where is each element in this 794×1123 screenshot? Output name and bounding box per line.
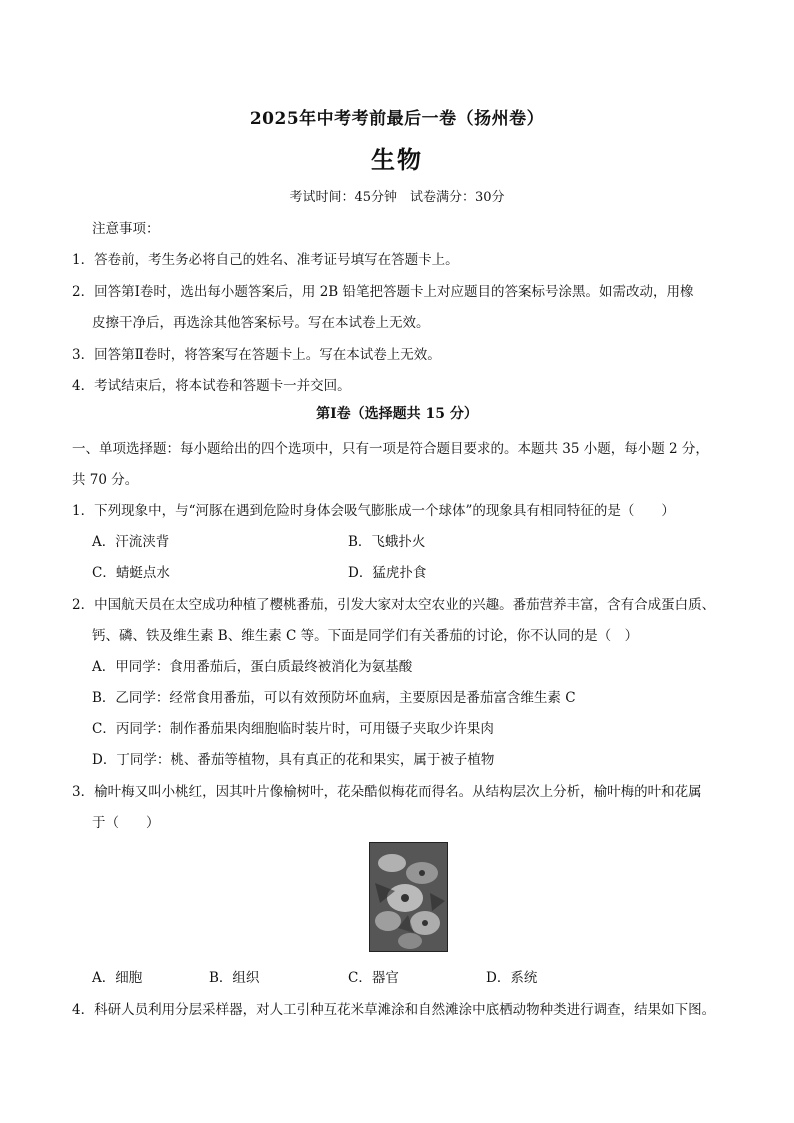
note-item: 4．考试结束后，将本试卷和答题卡一并交回。 — [72, 378, 351, 394]
question-1-option-b: B．飞蛾扑火 — [348, 534, 426, 550]
question-2-option-b: B．乙同学：经常食用番茄，可以有效预防坏血病，主要原因是番茄富含维生素 C — [92, 690, 576, 706]
question-1-stem: 1．下列现象中，与“河豚在遇到危险时身体会吸气膨胀成一个球体”的现象具有相同特征的是（ ） — [72, 503, 675, 519]
note-item: 皮擦干净后，再选涂其他答案标号。写在本试卷上无效。 — [92, 315, 430, 331]
note-item: 1．答卷前，考生务必将自己的姓名、准考证号填写在答题卡上。 — [72, 252, 459, 268]
note-item: 3．回答第Ⅱ卷时，将答案写在答题卡上。写在本试卷上无效。 — [72, 347, 441, 363]
section-instruction: 共 70 分。 — [72, 472, 139, 488]
question-3-stem: 于（ ） — [92, 815, 160, 831]
question-2-stem: 2．中国航天员在太空成功种植了樱桃番茄，引发大家对太空农业的兴趣。番茄营养丰富，含有合成蛋白质、 — [72, 597, 716, 613]
subject-title: 生物 — [371, 145, 423, 174]
section-instruction: 一、单项选择题：每小题给出的四个选项中，只有一项是符合题目要求的。本题共 35 小题，每小题 2 分， — [72, 441, 709, 457]
question-2-option-c: C．丙同学：制作番茄果肉细胞临时装片时，可用镊子夹取少许果肉 — [92, 721, 494, 737]
question-2-option-a: A．甲同学：食用番茄后，蛋白质最终被消化为氨基酸 — [92, 659, 413, 675]
section-title: 第Ⅰ卷（选择题共 15 分） — [316, 406, 478, 422]
question-2-option-d: D．丁同学：桃、番茄等植物，具有真正的花和果实，属于被子植物 — [92, 752, 495, 768]
question-2-stem: 钙、磷、铁及维生素 B、维生素 C 等。下面是同学们有关番茄的讨论，你不认同的是（ ） — [92, 628, 639, 644]
question-1-option-d: D．猛虎扑食 — [348, 565, 427, 581]
exam-info: 考试时间：45分钟 试卷满分：30分 — [289, 190, 505, 205]
question-4-stem: 4．科研人员利用分层采样器，对人工引种互花米草滩涂和自然滩涂中底栖动物种类进行调查，结果如下图。 — [72, 1002, 716, 1018]
question-3-stem: 3．榆叶梅又叫小桃红，因其叶片像榆树叶，花朵酷似梅花而得名。从结构层次上分析，榆叶梅的叶和花属 — [72, 784, 702, 800]
note-item: 2．回答第Ⅰ卷时，选出每小题答案后，用 2B 铅笔把答题卡上对应题目的答案标号涂黑。如需改动，用橡 — [72, 284, 694, 300]
flower-photo — [369, 842, 448, 952]
question-3-option-a: A．细胞 — [92, 970, 143, 986]
notes-heading: 注意事项： — [92, 221, 160, 237]
exam-title: 2025年中考考前最后一卷（扬州卷） — [249, 109, 545, 129]
question-1-option-c: C．蜻蜓点水 — [92, 565, 170, 581]
question-3-option-b: B．组织 — [209, 970, 260, 986]
question-3-option-c: C．器官 — [348, 970, 399, 986]
question-1-option-a: A．汗流浃背 — [92, 534, 170, 550]
question-3-option-d: D．系统 — [486, 970, 538, 986]
